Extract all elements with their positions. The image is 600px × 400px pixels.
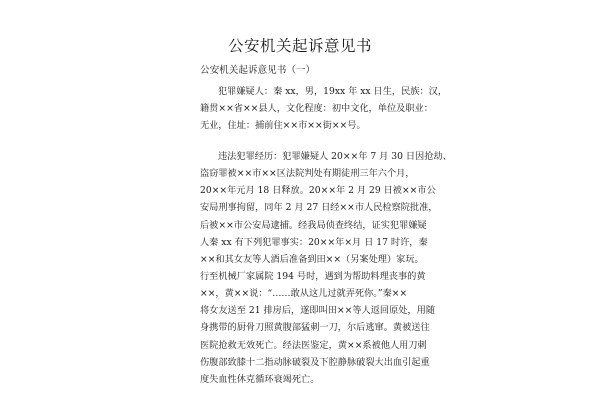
paragraph-line: 籍贯××省××县人，文化程度：初中文化，单位及职业： — [200, 103, 433, 115]
document-subtitle: 公安机关起诉意见书（一） — [200, 65, 316, 76]
paragraph-line: 20××年元月 18 日释放。20××年 2 月 29 日被××市公 — [200, 185, 436, 197]
paragraph-line: 度失血性休克循环衰竭死亡。 — [200, 373, 320, 385]
paragraph-line: 违法犯罪经历：犯罪嫌疑人 20××年 7 月 30 日因抢劫、 — [218, 151, 452, 162]
paragraph-line: ××和其女友等人酒后准备到田××（另案处理）家玩。 — [200, 253, 424, 265]
suspect-info-paragraph — [200, 83, 448, 134]
paragraph-line: 医院抢救无效死亡。经法医鉴定，黄××系被他人用刀刺 — [200, 339, 427, 351]
paragraph-line: 将女友送至 21 排房后，遂即叫田××等人返回原处，用随 — [200, 305, 436, 317]
crime-history-paragraph — [200, 148, 452, 388]
paragraph-line: 身携带的厨骨刀照黄腹部猛刺一刀，尔后逃窜。黄被送往 — [200, 322, 430, 334]
paragraph-line: 后被××市公安局逮捕。经我局侦查终结，证实犯罪嫌疑 — [200, 219, 427, 231]
paragraph-line: 人秦 xx 有下列犯罪事实：20××年×月 日 17 时许，秦 — [200, 236, 428, 248]
paragraph-line: 伤腹部致膝十二指动脉破裂及下腔静脉破裂大出血引起重 — [200, 356, 430, 368]
paragraph-line: 安局刑事拘留，同年 2 月 27 日经××市人民检察院批准， — [200, 202, 438, 214]
paragraph-line: 盗窃罪被××市××区法院判处有期徒刑三年六个月， — [200, 168, 415, 180]
document-title: 公安机关起诉意见书 — [227, 37, 372, 55]
paragraph-line: 行至机械厂家属院 194 号时，遇到为帮助料理丧事的黄 — [200, 270, 426, 282]
paragraph-line: ××，黄××说：“……敢从这儿过就弄死你。”秦×× — [200, 288, 408, 300]
paragraph-line: 无业，住址：捕前住××市××街××号。 — [200, 120, 366, 132]
paragraph-line: 犯罪嫌疑人：秦 xx，男，19xx 年 xx 日生，民族：汉， — [218, 86, 448, 97]
